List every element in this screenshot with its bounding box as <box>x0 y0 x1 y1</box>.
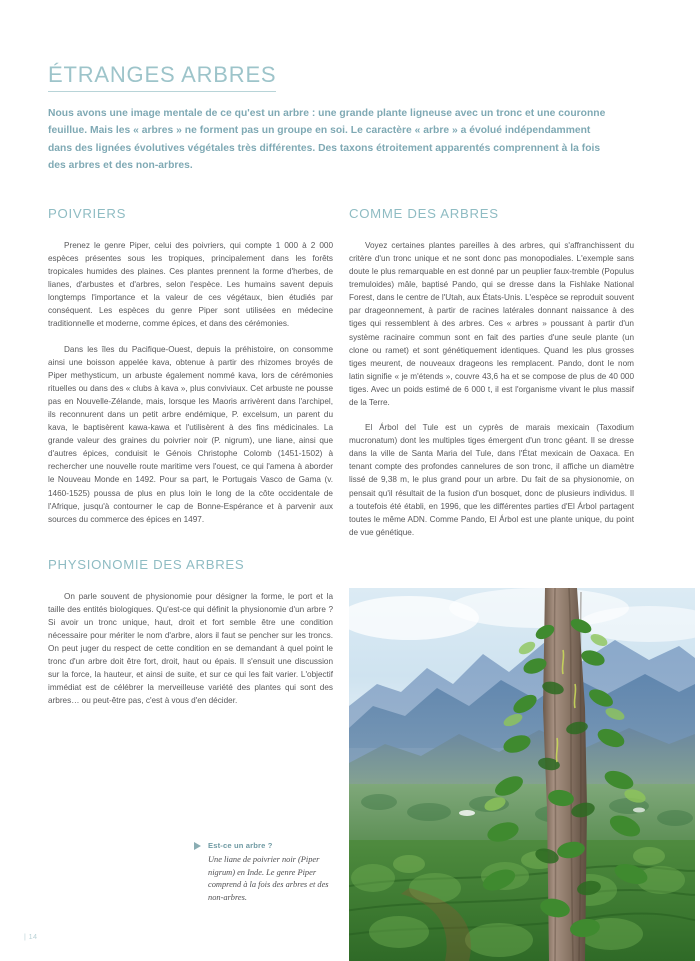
paragraph: Voyez certaines plantes pareilles à des arbres, qui s'affranchissent du critère d'un tronc unique et ne sont donc pas monopodiales. L'exemple sans doute le plus remarquable en est donné par un peuplier faux-tremble (Populus tremuloides) mâle, baptisé Pando, qui se dresse dans la Fishlake National Forest, dans le centre de l'Utah, aux États-Unis. L'espèce se reproduit souvent par drageonnement, à partir de racines latérales donnant naissance à des tiges qui ressemblent à des arbres. Ces « arbres » poussant à partir d'un système racinaire commun sont en fait des parties d'une seule plante (un clone ou ramet) et sont génétiquement identiques. Quand les plus grosses tiges meurent, de nouveaux drageons les remplacent. Pando, dont le nom latin signifie « je m'étends », couvre 43,6 ha et se compose de plus de 40 000 tiges. Avec un poids estimé de 6 000 t, il est l'organisme vivant le plus massif de la Terre. <box>349 240 634 407</box>
triangle-right-icon <box>194 842 201 850</box>
left-column-section-2 <box>48 557 333 708</box>
caption-title-row <box>194 840 339 851</box>
caption-title: Est-ce un arbre ? <box>208 841 273 850</box>
page-number: | 14 <box>24 932 38 941</box>
page-title: ÉTRANGES ARBRES <box>48 62 276 92</box>
paragraph: Prenez le genre Piper, celui des poivriers, qui compte 1 000 à 2 000 espèces présentes sous les tropiques, principalement dans les forêts tropicales humides des plaines. Ces plantes prennent la forme d'herbes, de lianes, d'arbustes et d'arbres, selon l'espèce. Les humains savent depuis longtemps l'importance et la valeur de ces végétaux, bien étudiés par conséquent. Les espèces du genre Piper sont utilisées en médecine traditionnelle et moderne, comme épices, et dans des cérémonies. <box>48 240 333 329</box>
section-heading-physionomie: PHYSIONOMIE DES ARBRES <box>48 556 245 572</box>
paragraph: Dans les îles du Pacifique-Ouest, depuis la préhistoire, on consomme ainsi une boisson appelée kava, obtenue à partir des rhizomes broyés de Piper methysticum, un arbuste également nommé kava, lors de cérémonies rituelles ou dans des « clubs à kava », plus conviviaux. Cet arbuste ne pousse pas en Nouvelle-Zélande, mais, lorsque les Maoris arrivèrent dans l'archipel, ils reconnurent dans un petit arbre endémique, P. excelsum, un parent du kava, le baptisèrent kawa-kawa et l'utilisèrent à des fins médicinales. La grande valeur des graines du poivrier noir (P. nigrum), une liane, ainsi que d'autres épices, conduisit le Génois Christophe Colomb (1451-1502) à rechercher une nouvelle route maritime vers l'ouest, ce qui l'amena à aborder le Nouveau Monde en 1492. Pour sa part, le Portugais Vasco de Gama (v. 1460-1525) poussa de plus en plus loin le long de la côte occidentale de l'Afrique, jusqu'à contourner le cap de Bonne-Espérance et à parvenir aux sources du commerce des épices en 1497. <box>48 344 333 524</box>
paragraph: On parle souvent de physionomie pour désigner la forme, le port et la taille des entités biologiques. Qu'est-ce qui définit la physionomie d'un arbre ? Si avoir un tronc unique, haut, droit et fort semble être une condition nécessaire pour mériter le nom d'arbre, alors il faut se pencher sur les troncs. On peut juger du respect de cette condition en se demandant à quel point le tronc d'un arbre doit être fort, droit, haut ou épais. Il s'ensuit une discussion sur la force, la hauteur, et ainsi de suite, et sur ce qui les fait varier. L'objectif immédiat est de célébrer la merveilleuse variété des plantes qui sont des arbres… ou peut-être pas, c'est à vous d'en décider. <box>48 591 333 706</box>
black-pepper-vine-photo <box>349 588 695 961</box>
intro-paragraph: Nous avons une image mentale de ce qu'est un arbre : une grande plante ligneuse avec un tronc et une couronne feuillue. Mais les « arbres » ne forment pas un groupe en soi. Le caractère « arbre » a évolué indépendamment dans des lignées évolutives végétales très différentes. Des taxons étroitement apparentés comprennent à la fois des arbres et des non-arbres. <box>48 108 606 171</box>
section-heading-poivriers: POIVRIERS <box>48 206 127 221</box>
paragraph: El Árbol del Tule est un cyprès de marais mexicain (Taxodium mucronatum) dont les multiples tiges émergent d'un tronc géant. Il se dresse dans la ville de Santa Maria del Tule, dans l'État mexicain de Oaxaca. En tenant compte des profondes cannelures de son tronc, il affiche un diamètre lissé de 9,38 m, le plus grand pour un arbre. Du fait de sa physionomie, on pensait qu'il résultait de la fusion d'un bosquet, donc de plusieurs individus. Il a toutefois été établi, en 1996, que les différentes parties d'El Árbol partagent toutes le même ADN. Comme Pando, El Árbol est une plante unique, du point de vue génétique. <box>349 423 634 537</box>
right-column <box>349 206 634 539</box>
left-column <box>48 206 333 708</box>
figure-caption <box>194 840 339 904</box>
section-heading-comme-des-arbres: COMME DES ARBRES <box>349 206 499 221</box>
caption-body: Une liane de poivrier noir (Piper nigrum) en Inde. Le genre Piper comprend à la fois des arbres et des non-arbres. <box>208 855 329 902</box>
